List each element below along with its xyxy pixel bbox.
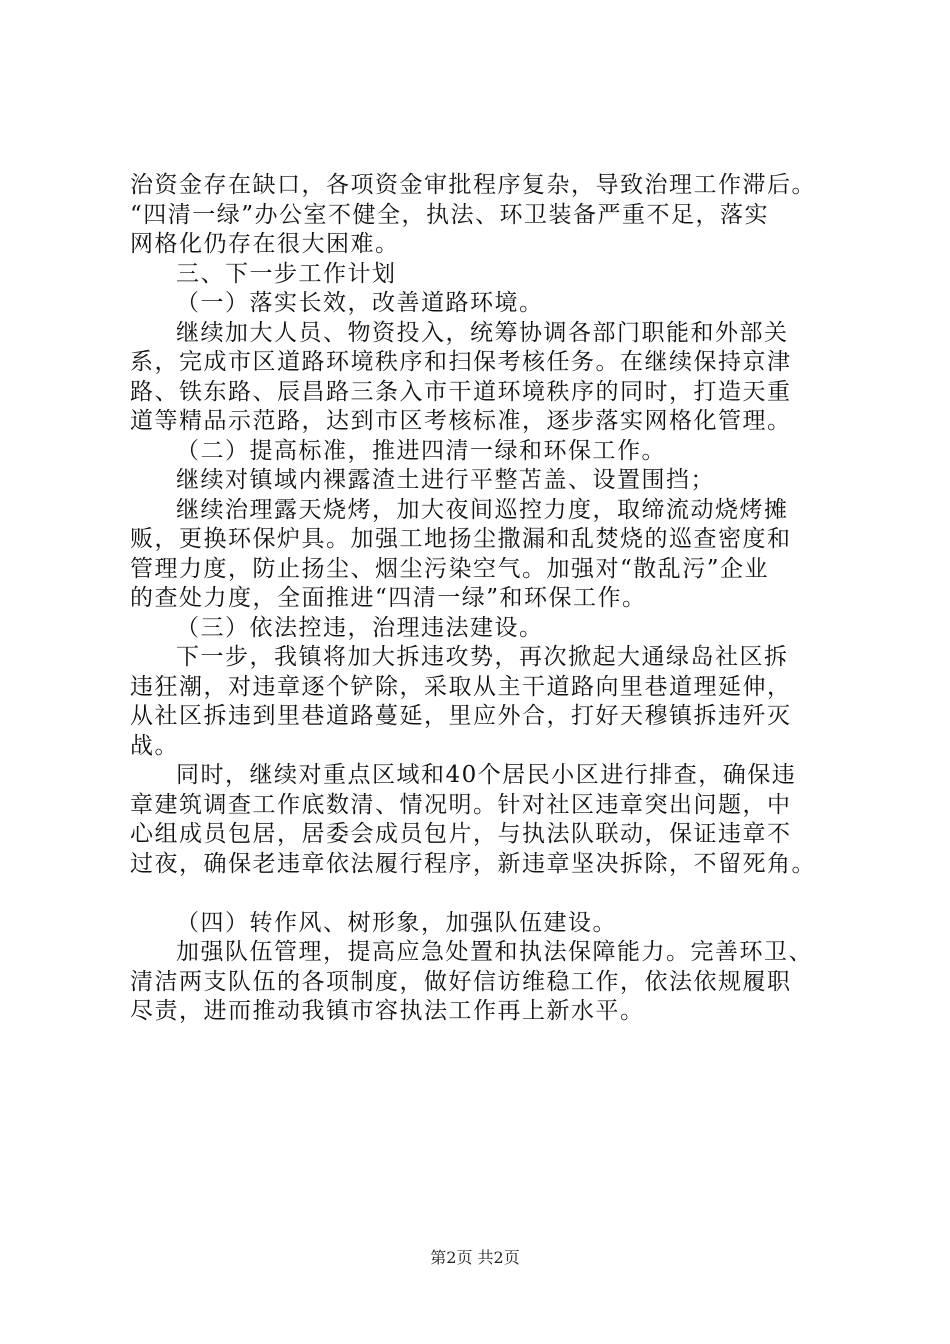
text-line: 同时，继续对重点区域和40个居民小区进行排查，确保违: [176, 762, 797, 788]
page-footer: 第2页 共2页: [430, 1248, 520, 1267]
text-line: 继续对镇域内裸露渣土进行平整苫盖、设置围挡；: [176, 467, 715, 493]
text-line: 清洁两支队伍的各项制度，做好信访维稳工作，依法依规履职: [130, 968, 792, 995]
document-body: [130, 171, 830, 1027]
text-line: 违狂潮，对违章逐个铲除，采取从主干道路向里巷道理延伸，: [130, 673, 792, 700]
text-line: 道等精品示范路，达到市区考核标准，逐步落实网格化管理。: [130, 408, 792, 434]
subsection-heading: （四）转作风、树形象，加强队伍建设。: [176, 909, 617, 936]
text-line: 加强队伍管理，提高应急处置和执法保障能力。完善环卫、: [176, 939, 813, 965]
text-line: 管理力度，防止扬尘、烟尘污染空气。加强对“散乱污”企业: [130, 555, 770, 582]
text-line: 继续加大人员、物资投入，统筹协调各部门职能和外部关: [176, 319, 789, 346]
section-heading: 三、下一步工作计划: [176, 260, 397, 287]
text-line: 下一步，我镇将加大拆违攻势，再次掀起大通绿岛社区拆: [176, 644, 789, 670]
text-line: 网格化仍存在很大困难。: [130, 231, 400, 257]
text-line: 从社区拆违到里巷道路蔓延，里应外合，打好天穆镇拆违歼灭: [130, 703, 792, 729]
text-line: 的查处力度，全面推进“四清一绿”和环保工作。: [130, 585, 647, 611]
text-line: 治资金存在缺口，各项资金审批程序复杂，导致治理工作滞后。: [130, 172, 816, 198]
text-line: 系，完成市区道路环境秩序和扫保考核任务。在继续保持京津: [130, 349, 792, 375]
paragraph-gap: [130, 879, 830, 909]
text-line: 贩，更换环保炉具。加强工地扬尘撒漏和乱焚烧的巡查密度和: [130, 526, 792, 552]
subsection-heading: （三）依法控违，治理违法建设。: [176, 614, 544, 641]
text-line: 继续治理露天烧烤，加大夜间巡控力度，取缔流动烧烤摊: [176, 496, 789, 523]
text-line: “四清一绿”办公室不健全，执法、环卫装备严重不足，落实: [130, 201, 770, 228]
text-line: 尽责，进而推动我镇市容执法工作再上新水平。: [130, 998, 645, 1024]
text-line: 心组成员包居，居委会成员包片，与执法队联动，保证违章不: [130, 821, 792, 847]
text-line: 路、铁东路、辰昌路三条入市干道环境秩序的同时，打造天重: [130, 378, 792, 405]
text-line: 章建筑调查工作底数清、情况明。针对社区违章突出问题，中: [130, 791, 792, 818]
subsection-heading: （一）落实长效，改善道路环境。: [176, 290, 544, 316]
subsection-heading: （二）提高标准，推进四清一绿和环保工作。: [176, 437, 666, 464]
text-line: 过夜，确保老违章依法履行程序，新违章坚决拆除，不留死角。: [130, 850, 816, 877]
text-line: 战。: [130, 732, 179, 759]
